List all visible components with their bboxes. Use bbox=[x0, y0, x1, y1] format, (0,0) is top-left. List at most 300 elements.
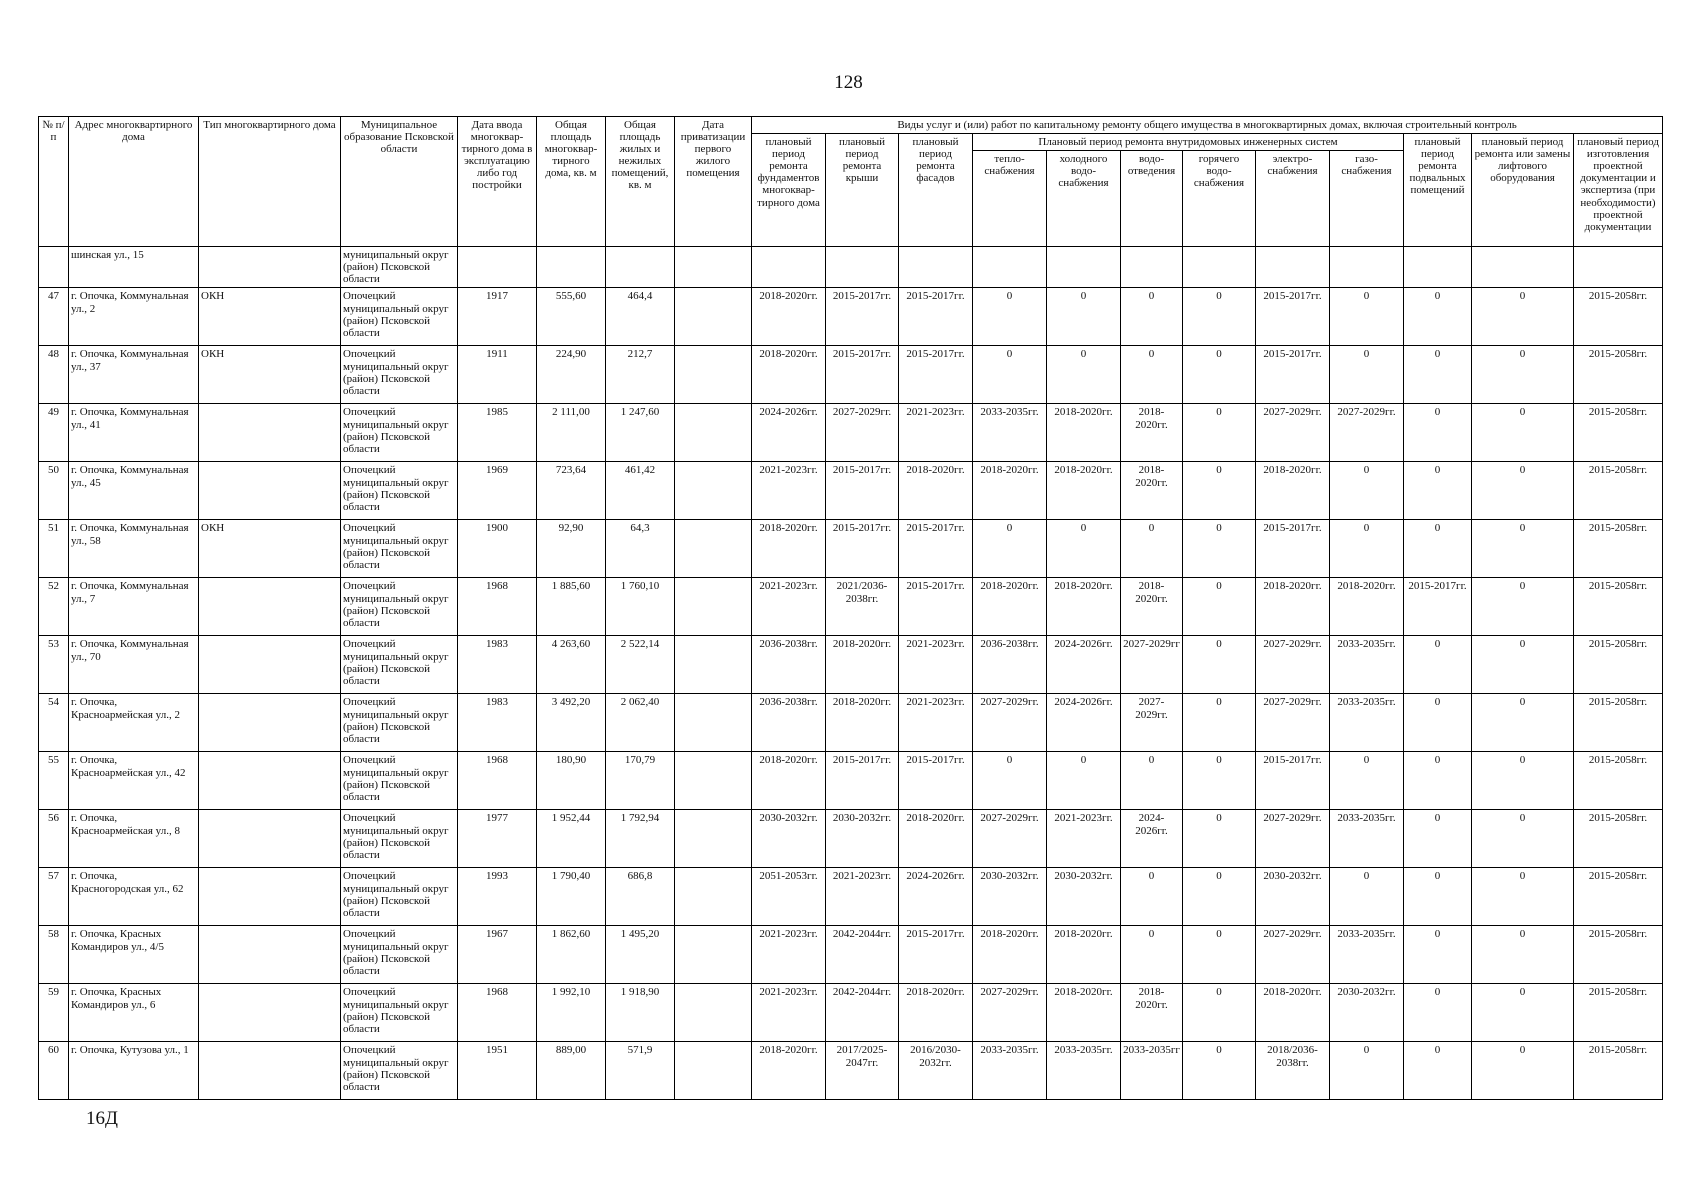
cell-design: 2015-2058гг. bbox=[1574, 1042, 1663, 1100]
cell-total: 1 952,44 bbox=[537, 810, 606, 868]
cell-mun: Опочецкий муниципальный округ (район) Псковской области bbox=[341, 984, 458, 1042]
header-gas: газо-снабжения bbox=[1330, 151, 1404, 247]
cell-year: 1911 bbox=[458, 346, 537, 404]
cell-sewage: 2027-2029гг. bbox=[1121, 694, 1183, 752]
cell-year: 1993 bbox=[458, 868, 537, 926]
cell-year: 1985 bbox=[458, 404, 537, 462]
cell-facade: 2015-2017гг. bbox=[899, 346, 973, 404]
cell-mun: Опочецкий муниципальный округ (район) Псковской области bbox=[341, 520, 458, 578]
cell-address: г. Опочка, Красногородская ул., 62 bbox=[69, 868, 199, 926]
table-row bbox=[39, 694, 1663, 752]
cell-elec: 2027-2029гг. bbox=[1256, 926, 1330, 984]
cell-lift: 0 bbox=[1472, 288, 1574, 346]
cell-priv bbox=[675, 1042, 752, 1100]
table-row bbox=[39, 1042, 1663, 1100]
cell-elec: 2015-2017гг. bbox=[1256, 288, 1330, 346]
cell-hot: 0 bbox=[1183, 404, 1256, 462]
cell-total: 2 111,00 bbox=[537, 404, 606, 462]
cell-n: 60 bbox=[39, 1042, 69, 1100]
cell-hot: 0 bbox=[1183, 288, 1256, 346]
cell-facade: 2018-2020гг. bbox=[899, 462, 973, 520]
cell-total: 224,90 bbox=[537, 346, 606, 404]
cell-mun: Опочецкий муниципальный округ (район) Псковской области bbox=[341, 868, 458, 926]
cell-living: 571,9 bbox=[606, 1042, 675, 1100]
cell-facade: 2018-2020гг. bbox=[899, 984, 973, 1042]
cell-n: 47 bbox=[39, 288, 69, 346]
cell-cold: 2024-2026гг. bbox=[1047, 694, 1121, 752]
cell-gas: 2030-2032гг. bbox=[1330, 984, 1404, 1042]
cell-gas: 2033-2035гг. bbox=[1330, 694, 1404, 752]
cell-total: 889,00 bbox=[537, 1042, 606, 1100]
cell-facade: 2015-2017гг. bbox=[899, 288, 973, 346]
cell-design: 2015-2058гг. bbox=[1574, 462, 1663, 520]
cell-design: 2015-2058гг. bbox=[1574, 346, 1663, 404]
cell-gas: 2033-2035гг. bbox=[1330, 636, 1404, 694]
cell-design: 2015-2058гг. bbox=[1574, 868, 1663, 926]
cell-type: ОКН bbox=[199, 520, 341, 578]
cell-cold: 2018-2020гг. bbox=[1047, 404, 1121, 462]
cell-roof: 2015-2017гг. bbox=[826, 288, 899, 346]
cell-roof: 2018-2020гг. bbox=[826, 636, 899, 694]
cell-sewage: 0 bbox=[1121, 752, 1183, 810]
cell-heat: 2018-2020гг. bbox=[973, 926, 1047, 984]
cell-design: 2015-2058гг. bbox=[1574, 288, 1663, 346]
cell-priv bbox=[675, 752, 752, 810]
cell-found: 2051-2053гг. bbox=[752, 868, 826, 926]
capital-repair-table bbox=[38, 116, 1663, 1100]
cell-living: 1 760,10 bbox=[606, 578, 675, 636]
table-row bbox=[39, 520, 1663, 578]
table-row bbox=[39, 752, 1663, 810]
cell-total: 1 885,60 bbox=[537, 578, 606, 636]
cell-type bbox=[199, 926, 341, 984]
cell-base: 0 bbox=[1404, 404, 1472, 462]
cell-facade: 2021-2023гг. bbox=[899, 636, 973, 694]
cell-cold: 0 bbox=[1047, 520, 1121, 578]
cell-year: 1968 bbox=[458, 984, 537, 1042]
cell-priv bbox=[675, 926, 752, 984]
cell-hot: 0 bbox=[1183, 578, 1256, 636]
cell-lift: 0 bbox=[1472, 636, 1574, 694]
cell-facade: 2015-2017гг. bbox=[899, 520, 973, 578]
cell-gas: 0 bbox=[1330, 752, 1404, 810]
cell-sewage: 0 bbox=[1121, 926, 1183, 984]
cell-found: 2021-2023гг. bbox=[752, 926, 826, 984]
cell-address: г. Опочка, Кутузова ул., 1 bbox=[69, 1042, 199, 1100]
cell-hot: 0 bbox=[1183, 1042, 1256, 1100]
cell-found: 2018-2020гг. bbox=[752, 288, 826, 346]
cell-found: 2018-2020гг. bbox=[752, 346, 826, 404]
cell-address: г. Опочка, Красных Командиров ул., 4/5 bbox=[69, 926, 199, 984]
cell-hot: 0 bbox=[1183, 520, 1256, 578]
cell-year: 1951 bbox=[458, 1042, 537, 1100]
cell-cold: 2018-2020гг. bbox=[1047, 578, 1121, 636]
cell-total: 723,64 bbox=[537, 462, 606, 520]
cell-elec: 2018-2020гг. bbox=[1256, 462, 1330, 520]
cell-lift: 0 bbox=[1472, 810, 1574, 868]
cell-heat: 2018-2020гг. bbox=[973, 462, 1047, 520]
cell-design: 2015-2058гг. bbox=[1574, 752, 1663, 810]
cell-total: 1 992,10 bbox=[537, 984, 606, 1042]
cell-elec: 2018/2036-2038гг. bbox=[1256, 1042, 1330, 1100]
cell-n: 59 bbox=[39, 984, 69, 1042]
header-foundation: плановый период ремонта фундаментов многоквар-тирного дома bbox=[752, 134, 826, 247]
cell-design: 2015-2058гг. bbox=[1574, 926, 1663, 984]
cell-gas: 2033-2035гг. bbox=[1330, 810, 1404, 868]
cell-found: 2036-2038гг. bbox=[752, 694, 826, 752]
cell-mun: Опочецкий муниципальный округ (район) Псковской области bbox=[341, 694, 458, 752]
cell-year: 1983 bbox=[458, 636, 537, 694]
cell-cold: 2033-2035гг. bbox=[1047, 1042, 1121, 1100]
cell-sewage: 2024-2026гг. bbox=[1121, 810, 1183, 868]
cell-address: г. Опочка, Коммунальная ул., 70 bbox=[69, 636, 199, 694]
cell-design: 2015-2058гг. bbox=[1574, 404, 1663, 462]
cell-elec: 2015-2017гг. bbox=[1256, 520, 1330, 578]
cell-living: 2 062,40 bbox=[606, 694, 675, 752]
cell-lift: 0 bbox=[1472, 868, 1574, 926]
cell-gas: 2018-2020гг. bbox=[1330, 578, 1404, 636]
cell-sewage: 2033-2035гг bbox=[1121, 1042, 1183, 1100]
cell-address: г. Опочка, Коммунальная ул., 58 bbox=[69, 520, 199, 578]
cell-address: шинская ул., 15 bbox=[69, 247, 199, 288]
cell-cold: 2030-2032гг. bbox=[1047, 868, 1121, 926]
cell-mun: Опочецкий муниципальный округ (район) Псковской области bbox=[341, 810, 458, 868]
cell-address: г. Опочка, Коммунальная ул., 7 bbox=[69, 578, 199, 636]
cell-found: 2030-2032гг. bbox=[752, 810, 826, 868]
cell-gas: 0 bbox=[1330, 462, 1404, 520]
cell-type bbox=[199, 694, 341, 752]
header-hot-water: горячего водо-снабжения bbox=[1183, 151, 1256, 247]
cell-n: 57 bbox=[39, 868, 69, 926]
cell-roof: 2030-2032гг. bbox=[826, 810, 899, 868]
cell-elec: 2018-2020гг. bbox=[1256, 578, 1330, 636]
header-cold-water: холодного водо-снабжения bbox=[1047, 151, 1121, 247]
cell-address: г. Опочка, Красных Командиров ул., 6 bbox=[69, 984, 199, 1042]
header-type: Тип многоквартирного дома bbox=[199, 117, 341, 247]
cell-base: 0 bbox=[1404, 346, 1472, 404]
cell-found: 2018-2020гг. bbox=[752, 520, 826, 578]
table-row bbox=[39, 346, 1663, 404]
cell-address: г. Опочка, Коммунальная ул., 37 bbox=[69, 346, 199, 404]
cell-gas: 0 bbox=[1330, 346, 1404, 404]
cell-cold: 2018-2020гг. bbox=[1047, 462, 1121, 520]
cell-living: 686,8 bbox=[606, 868, 675, 926]
cell-roof: 2021-2023гг. bbox=[826, 868, 899, 926]
cell-lift: 0 bbox=[1472, 752, 1574, 810]
cell-base: 2015-2017гг. bbox=[1404, 578, 1472, 636]
cell-priv bbox=[675, 810, 752, 868]
cell-hot: 0 bbox=[1183, 752, 1256, 810]
cell-year: 1969 bbox=[458, 462, 537, 520]
cell-type: ОКН bbox=[199, 346, 341, 404]
header-basement: плановый период ремонта подвальных помещений bbox=[1404, 134, 1472, 247]
cell-hot: 0 bbox=[1183, 346, 1256, 404]
cell-address: г. Опочка, Коммунальная ул., 2 bbox=[69, 288, 199, 346]
header-design: плановый период изготовления проектной документации и экспертиза (при необходимости) проектной документации bbox=[1574, 134, 1663, 247]
cell-heat: 2027-2029гг. bbox=[973, 984, 1047, 1042]
cell-sewage: 2018-2020гг. bbox=[1121, 984, 1183, 1042]
cell-gas: 2027-2029гг. bbox=[1330, 404, 1404, 462]
cell-lift: 0 bbox=[1472, 346, 1574, 404]
cell-elec: 2018-2020гг. bbox=[1256, 984, 1330, 1042]
table-row bbox=[39, 288, 1663, 346]
cell-sewage: 0 bbox=[1121, 346, 1183, 404]
cell-elec: 2027-2029гг. bbox=[1256, 636, 1330, 694]
cell-heat: 2027-2029гг. bbox=[973, 810, 1047, 868]
cell-type: ОКН bbox=[199, 288, 341, 346]
cell-hot: 0 bbox=[1183, 636, 1256, 694]
cell-priv bbox=[675, 346, 752, 404]
cell-roof: 2015-2017гг. bbox=[826, 520, 899, 578]
cell-elec: 2027-2029гг. bbox=[1256, 694, 1330, 752]
cell-found: 2021-2023гг. bbox=[752, 462, 826, 520]
cell-cold: 0 bbox=[1047, 288, 1121, 346]
cell-cold: 2018-2020гг. bbox=[1047, 926, 1121, 984]
cell-facade: 2016/2030-2032гг. bbox=[899, 1042, 973, 1100]
cell-priv bbox=[675, 636, 752, 694]
cell-priv bbox=[675, 288, 752, 346]
cell-hot: 0 bbox=[1183, 868, 1256, 926]
cell-type bbox=[199, 810, 341, 868]
cell-heat: 2030-2032гг. bbox=[973, 868, 1047, 926]
cell-design: 2015-2058гг. bbox=[1574, 984, 1663, 1042]
cell-living: 461,42 bbox=[606, 462, 675, 520]
cell-roof: 2015-2017гг. bbox=[826, 752, 899, 810]
cell-facade: 2015-2017гг. bbox=[899, 926, 973, 984]
header-facade: плановый период ремонта фасадов bbox=[899, 134, 973, 247]
cell-found: 2021-2023гг. bbox=[752, 984, 826, 1042]
cell-mun: Опочецкий муниципальный округ (район) Псковской области bbox=[341, 752, 458, 810]
cell-facade: 2015-2017гг. bbox=[899, 578, 973, 636]
cell-priv bbox=[675, 404, 752, 462]
cell-facade: 2024-2026гг. bbox=[899, 868, 973, 926]
cell-hot: 0 bbox=[1183, 984, 1256, 1042]
cell-lift: 0 bbox=[1472, 926, 1574, 984]
cell-mun: Опочецкий муниципальный округ (район) Псковской области bbox=[341, 926, 458, 984]
cell-gas: 0 bbox=[1330, 520, 1404, 578]
cell-lift: 0 bbox=[1472, 462, 1574, 520]
table-row bbox=[39, 984, 1663, 1042]
cell-roof: 2015-2017гг. bbox=[826, 462, 899, 520]
table-row bbox=[39, 868, 1663, 926]
cell-design: 2015-2058гг. bbox=[1574, 520, 1663, 578]
cell-base: 0 bbox=[1404, 1042, 1472, 1100]
cell-living: 212,7 bbox=[606, 346, 675, 404]
cell-elec: 2030-2032гг. bbox=[1256, 868, 1330, 926]
header-living-area: Общая площадь жилых и нежилых помещений, кв. м bbox=[606, 117, 675, 247]
cell-elec: 2027-2029гг. bbox=[1256, 404, 1330, 462]
cell-living: 64,3 bbox=[606, 520, 675, 578]
cell-mun: Опочецкий муниципальный округ (район) Псковской области bbox=[341, 404, 458, 462]
table-row bbox=[39, 636, 1663, 694]
cell-n: 55 bbox=[39, 752, 69, 810]
cell-heat: 0 bbox=[973, 752, 1047, 810]
cell-base: 0 bbox=[1404, 752, 1472, 810]
cell-roof: 2018-2020гг. bbox=[826, 694, 899, 752]
cell-living: 2 522,14 bbox=[606, 636, 675, 694]
cell-found: 2021-2023гг. bbox=[752, 578, 826, 636]
cell-living: 1 792,94 bbox=[606, 810, 675, 868]
cell-living: 464,4 bbox=[606, 288, 675, 346]
cell-found: 2036-2038гг. bbox=[752, 636, 826, 694]
cell-total: 4 263,60 bbox=[537, 636, 606, 694]
cell-hot: 0 bbox=[1183, 694, 1256, 752]
cell-found: 2018-2020гг. bbox=[752, 752, 826, 810]
header-electric: электро-снабжения bbox=[1256, 151, 1330, 247]
cell-n: 56 bbox=[39, 810, 69, 868]
cell-gas: 2033-2035гг. bbox=[1330, 926, 1404, 984]
cell-cold: 2021-2023гг. bbox=[1047, 810, 1121, 868]
cell-type bbox=[199, 868, 341, 926]
cell-total: 92,90 bbox=[537, 520, 606, 578]
cell-lift: 0 bbox=[1472, 520, 1574, 578]
cell-roof: 2017/2025-2047гг. bbox=[826, 1042, 899, 1100]
cell-n: 51 bbox=[39, 520, 69, 578]
cell-base: 0 bbox=[1404, 810, 1472, 868]
cell-year: 1900 bbox=[458, 520, 537, 578]
cell-elec: 2027-2029гг. bbox=[1256, 810, 1330, 868]
cell-roof: 2021/2036-2038гг. bbox=[826, 578, 899, 636]
cell-total: 1 862,60 bbox=[537, 926, 606, 984]
cell-heat: 2033-2035гг. bbox=[973, 1042, 1047, 1100]
cell-total: 180,90 bbox=[537, 752, 606, 810]
cell-hot: 0 bbox=[1183, 462, 1256, 520]
cell-year: 1968 bbox=[458, 752, 537, 810]
table-row-continuation bbox=[39, 247, 1663, 288]
cell-year: 1967 bbox=[458, 926, 537, 984]
cell-address: г. Опочка, Красноармейская ул., 42 bbox=[69, 752, 199, 810]
table-row bbox=[39, 462, 1663, 520]
cell-year: 1968 bbox=[458, 578, 537, 636]
cell-sewage: 0 bbox=[1121, 520, 1183, 578]
cell-lift: 0 bbox=[1472, 578, 1574, 636]
cell-cold: 2024-2026гг. bbox=[1047, 636, 1121, 694]
cell-type bbox=[199, 1042, 341, 1100]
cell-base: 0 bbox=[1404, 462, 1472, 520]
cell-type bbox=[199, 404, 341, 462]
cell-municipality: муниципальный округ (район) Псковской области bbox=[341, 247, 458, 288]
cell-cold: 0 bbox=[1047, 752, 1121, 810]
cell-heat: 2018-2020гг. bbox=[973, 578, 1047, 636]
cell-address: г. Опочка, Коммунальная ул., 41 bbox=[69, 404, 199, 462]
header-heat: тепло-снабжения bbox=[973, 151, 1047, 247]
cell-heat: 2036-2038гг. bbox=[973, 636, 1047, 694]
cell-gas: 0 bbox=[1330, 868, 1404, 926]
cell-cold: 0 bbox=[1047, 346, 1121, 404]
cell-found: 2024-2026гг. bbox=[752, 404, 826, 462]
header-year: Дата ввода многоквар-тирного дома в эксплуатацию либо год постройки bbox=[458, 117, 537, 247]
cell-gas: 0 bbox=[1330, 1042, 1404, 1100]
cell-sewage: 0 bbox=[1121, 868, 1183, 926]
header-address: Адрес многоквартирного дома bbox=[69, 117, 199, 247]
cell-lift: 0 bbox=[1472, 1042, 1574, 1100]
cell-priv bbox=[675, 462, 752, 520]
cell-n: 54 bbox=[39, 694, 69, 752]
cell-n: 49 bbox=[39, 404, 69, 462]
cell-design: 2015-2058гг. bbox=[1574, 694, 1663, 752]
cell-living: 1 918,90 bbox=[606, 984, 675, 1042]
cell-total: 3 492,20 bbox=[537, 694, 606, 752]
cell-n: 58 bbox=[39, 926, 69, 984]
cell-base: 0 bbox=[1404, 694, 1472, 752]
cell-heat: 0 bbox=[973, 288, 1047, 346]
cell-cold: 2018-2020гг. bbox=[1047, 984, 1121, 1042]
cell-hot: 0 bbox=[1183, 926, 1256, 984]
cell-base: 0 bbox=[1404, 984, 1472, 1042]
cell-base: 0 bbox=[1404, 926, 1472, 984]
cell-facade: 2021-2023гг. bbox=[899, 404, 973, 462]
header-num: № п/п bbox=[39, 117, 69, 247]
cell-year: 1917 bbox=[458, 288, 537, 346]
table-row bbox=[39, 926, 1663, 984]
cell-year: 1977 bbox=[458, 810, 537, 868]
cell-base: 0 bbox=[1404, 636, 1472, 694]
header-roof: плановый период ремонта крыши bbox=[826, 134, 899, 247]
header-total-area: Общая площадь многоквар-тирного дома, кв. м bbox=[537, 117, 606, 247]
table-row bbox=[39, 810, 1663, 868]
cell-heat: 2033-2035гг. bbox=[973, 404, 1047, 462]
cell-found: 2018-2020гг. bbox=[752, 1042, 826, 1100]
cell-mun: Опочецкий муниципальный округ (район) Псковской области bbox=[341, 346, 458, 404]
cell-type bbox=[199, 752, 341, 810]
cell-design: 2015-2058гг. bbox=[1574, 636, 1663, 694]
cell-roof: 2027-2029гг. bbox=[826, 404, 899, 462]
cell-gas: 0 bbox=[1330, 288, 1404, 346]
cell-n: 53 bbox=[39, 636, 69, 694]
cell-type bbox=[199, 984, 341, 1042]
cell-type bbox=[199, 636, 341, 694]
cell-elec: 2015-2017гг. bbox=[1256, 346, 1330, 404]
cell-mun: Опочецкий муниципальный округ (район) Псковской области bbox=[341, 636, 458, 694]
cell-mun: Опочецкий муниципальный округ (район) Псковской области bbox=[341, 578, 458, 636]
cell-living: 170,79 bbox=[606, 752, 675, 810]
cell-base: 0 bbox=[1404, 868, 1472, 926]
cell-total: 1 790,40 bbox=[537, 868, 606, 926]
cell-base: 0 bbox=[1404, 520, 1472, 578]
header-privatization: Дата приватизации первого жилого помещения bbox=[675, 117, 752, 247]
cell-year: 1983 bbox=[458, 694, 537, 752]
cell-heat: 0 bbox=[973, 346, 1047, 404]
cell-sewage: 2018-2020гг. bbox=[1121, 578, 1183, 636]
cell-hot: 0 bbox=[1183, 810, 1256, 868]
cell-n: 48 bbox=[39, 346, 69, 404]
header-works: Виды услуг и (или) работ по капитальному ремонту общего имущества в многоквартирных домах, включая строительный контроль bbox=[752, 117, 1663, 134]
cell-address: г. Опочка, Красноармейская ул., 2 bbox=[69, 694, 199, 752]
page-number: 128 bbox=[834, 72, 863, 93]
cell-lift: 0 bbox=[1472, 984, 1574, 1042]
cell-address: г. Опочка, Красноармейская ул., 8 bbox=[69, 810, 199, 868]
cell-sewage: 2018-2020гг. bbox=[1121, 404, 1183, 462]
cell-sewage: 2018-2020гг. bbox=[1121, 462, 1183, 520]
cell-heat: 2027-2029гг. bbox=[973, 694, 1047, 752]
cell-design: 2015-2058гг. bbox=[1574, 810, 1663, 868]
cell-n: 50 bbox=[39, 462, 69, 520]
header-engineering: Плановый период ремонта внутридомовых инженерных систем bbox=[973, 134, 1404, 151]
header-elevator: плановый период ремонта или замены лифтового оборудования bbox=[1472, 134, 1574, 247]
cell-roof: 2042-2044гг. bbox=[826, 926, 899, 984]
cell-design: 2015-2058гг. bbox=[1574, 578, 1663, 636]
cell-facade: 2015-2017гг. bbox=[899, 752, 973, 810]
cell-facade: 2018-2020гг. bbox=[899, 810, 973, 868]
cell-total: 555,60 bbox=[537, 288, 606, 346]
cell-type bbox=[199, 462, 341, 520]
cell-address: г. Опочка, Коммунальная ул., 45 bbox=[69, 462, 199, 520]
cell-n: 52 bbox=[39, 578, 69, 636]
cell-priv bbox=[675, 984, 752, 1042]
header-sewage: водо-отведения bbox=[1121, 151, 1183, 247]
cell-roof: 2042-2044гг. bbox=[826, 984, 899, 1042]
cell-heat: 0 bbox=[973, 520, 1047, 578]
